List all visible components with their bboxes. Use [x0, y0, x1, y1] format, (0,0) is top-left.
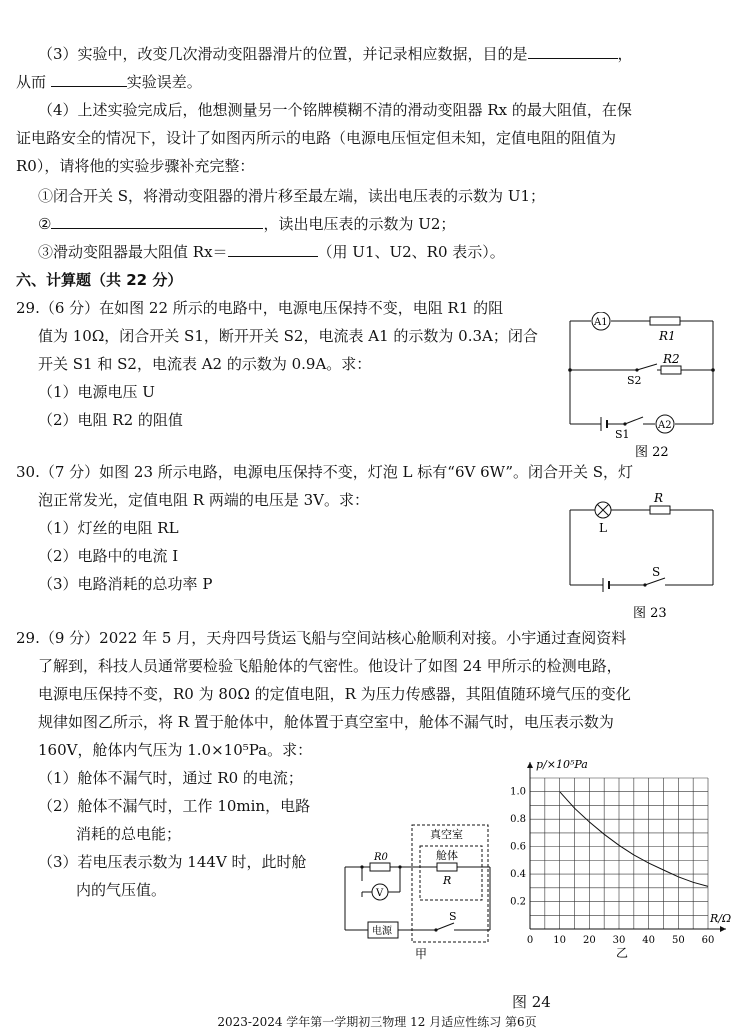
- junction-dot: [568, 368, 572, 372]
- resistor-r-icon: [650, 506, 670, 514]
- q31-sub2a: （2）舱体不漏气时，工作 10min，电路: [38, 797, 311, 815]
- label-r2: R2: [663, 352, 680, 366]
- q31-line3: 电源电压保持不变，R0 为 80Ω 的定值电阻，R 为压力传感器，其阻值随环境气压的变化: [38, 685, 631, 703]
- label-vacuum-chamber: 真空室: [430, 828, 463, 841]
- label-s1: S1: [615, 428, 630, 441]
- x-axis-arrow-icon: [720, 926, 726, 932]
- label-a2: A2: [658, 420, 672, 431]
- q28-step3: ③滑动变阻器最大阻值 Rx＝ （用 U1、U2、R0 表示）。: [38, 243, 505, 261]
- q31-line1: 29.（9 分）2022 年 5 月，天舟四号货运飞船与空间站核心舱顺利对接。小宇通过查阅资料: [16, 629, 627, 647]
- answer-blank-rx[interactable]: [228, 242, 318, 257]
- lamp-icon: [595, 502, 611, 518]
- x-tick-label: 10: [553, 935, 567, 946]
- figure-caption-23: 图 23: [633, 606, 667, 621]
- x-tick-label: 40: [642, 935, 656, 946]
- y-axis-arrow-icon: [527, 762, 533, 768]
- q30-sub2: （2）电路中的电流 I: [38, 547, 179, 565]
- label-r1: R1: [659, 329, 676, 343]
- pressure-sensor-r-icon: [437, 863, 457, 871]
- section-heading: 六、计算题（共 22 分）: [16, 271, 183, 289]
- label-s2: S2: [627, 374, 642, 387]
- label-yi: 乙: [616, 946, 629, 960]
- q28-line1: （3）实验中，改变几次滑动变阻器滑片的位置，并记录相应数据，目的是 ，: [38, 45, 633, 63]
- q31-sub3a: （3）若电压表示数为 144V 时，此时舱: [38, 853, 307, 871]
- q31-line2: 了解到，科技人员通常要检验飞船舱体的气密性。他设计了如图 24 甲所示的检测电路，: [38, 657, 622, 675]
- figure-caption-24: 图 24: [512, 993, 551, 1011]
- x-tick-label: 30: [612, 935, 626, 946]
- q28-step2: ② ，读出电压表的示数为 U2；: [38, 215, 456, 233]
- q31-sub2b: 消耗的总电能；: [76, 825, 182, 843]
- q29-line2: 值为 10Ω，闭合开关 S1，断开开关 S2，电流表 A1 的示数为 0.3A；闭合: [38, 327, 538, 345]
- x-tick-label: 20: [582, 935, 596, 946]
- answer-blank-step2[interactable]: [51, 214, 263, 229]
- label-s: S: [652, 565, 661, 579]
- chart-axes: [527, 762, 726, 932]
- q29-sub2: （2）电阻 R2 的阻值: [38, 411, 183, 429]
- x-tick-label: 60: [701, 935, 715, 946]
- q30-line2: 泡正常发光，定值电阻 R 两端的电压是 3V。求：: [38, 491, 369, 509]
- q28-step1: ①闭合开关 S，将滑动变阻器的滑片移至最左端，读出电压表的示数为 U1；: [38, 187, 546, 205]
- chart-x-axis-label: R/Ω: [710, 912, 732, 925]
- q29-line3: 开关 S1 和 S2，电流表 A2 的示数为 0.9A。求：: [38, 355, 372, 373]
- x-tick-label: 50: [671, 935, 685, 946]
- switch-s-pivot: [434, 928, 437, 931]
- q31-line5: 160V，舱体内气压为 1.0×10⁵Pa。求：: [38, 741, 313, 759]
- junction-dot: [360, 865, 363, 868]
- junction-dot: [711, 368, 715, 372]
- q29-line1: 29.（6 分）在如图 22 所示的电路中，电源电压保持不变，电阻 R1 的阻: [16, 299, 504, 317]
- q28-line5: R0），请将他的实验步骤补充完整：: [16, 157, 255, 175]
- x-tick-label: 0: [526, 935, 534, 946]
- y-tick-label: 0.6: [510, 841, 526, 853]
- label-a1: A1: [594, 317, 608, 328]
- resistor-r2-icon: [661, 366, 681, 374]
- circuit-diagram-22: [565, 312, 720, 462]
- label-r0: R0: [374, 852, 388, 863]
- q29-sub1: （1）电源电压 U: [38, 383, 155, 401]
- label-cabin: 舱体: [436, 849, 458, 862]
- q28-line4: 证电路安全的情况下，设计了如图丙所示的电路（电源电压恒定但未知，定值电阻的阻值为: [16, 129, 617, 147]
- switch-s1-pivot: [623, 422, 626, 425]
- y-tick-label: 0.8: [510, 814, 526, 826]
- label-jia: 甲: [415, 947, 428, 961]
- q30-sub3: （3）电路消耗的总功率 P: [38, 575, 213, 593]
- chart-tick-labels: [510, 787, 714, 946]
- q28-line3: （4）上述实验完成后，他想测量另一个铭牌模糊不清的滑动变阻器 Rx 的最大阻值，在保: [38, 101, 632, 119]
- chart-grid: [530, 778, 708, 929]
- figure-caption-22: 图 22: [635, 445, 669, 460]
- circuit-diagram-23: [565, 488, 720, 623]
- label-l: L: [599, 521, 607, 535]
- answer-blank-purpose[interactable]: [528, 44, 618, 59]
- y-tick-label: 1.0: [510, 786, 526, 798]
- answer-blank-reduce[interactable]: [51, 72, 127, 87]
- q31-sub1: （1）舱体不漏气时，通过 R0 的电流；: [38, 769, 303, 787]
- q31-line4: 规律如图乙所示，将 R 置于舱体中，舱体置于真空室中，舱体不漏气时，电压表示数为: [38, 713, 614, 731]
- y-tick-label: 0.2: [510, 896, 526, 908]
- q28-line2: 从而 实验误差。: [16, 73, 202, 91]
- label-s: S: [449, 910, 457, 923]
- resistor-r0-icon: [370, 863, 390, 871]
- q31-sub3b: 内的气压值。: [76, 881, 167, 899]
- pressure-resistance-chart: [500, 756, 740, 966]
- page-footer: 2023-2024 学年第一学期初三物理 12 月适应性练习 第6页: [217, 1015, 537, 1029]
- switch-s2-pivot: [635, 368, 638, 371]
- junction-dot: [398, 865, 401, 868]
- chart-y-axis-label: p/×10⁵Pa: [536, 758, 588, 771]
- label-v: V: [376, 888, 384, 899]
- label-power-source: 电源: [372, 926, 392, 937]
- q30-sub1: （1）灯丝的电阻 RL: [38, 519, 179, 537]
- y-tick-label: 0.4: [510, 869, 526, 881]
- switch-s-pivot: [643, 583, 646, 586]
- circuit-diagram-24-jia: [340, 822, 495, 962]
- resistor-r1-icon: [650, 317, 680, 325]
- q30-line1: 30.（7 分）如图 23 所示电路，电源电压保持不变，灯泡 L 标有“6V 6W”。闭合开关 S，灯: [16, 463, 634, 481]
- label-r: R: [443, 874, 452, 887]
- label-r: R: [654, 491, 664, 505]
